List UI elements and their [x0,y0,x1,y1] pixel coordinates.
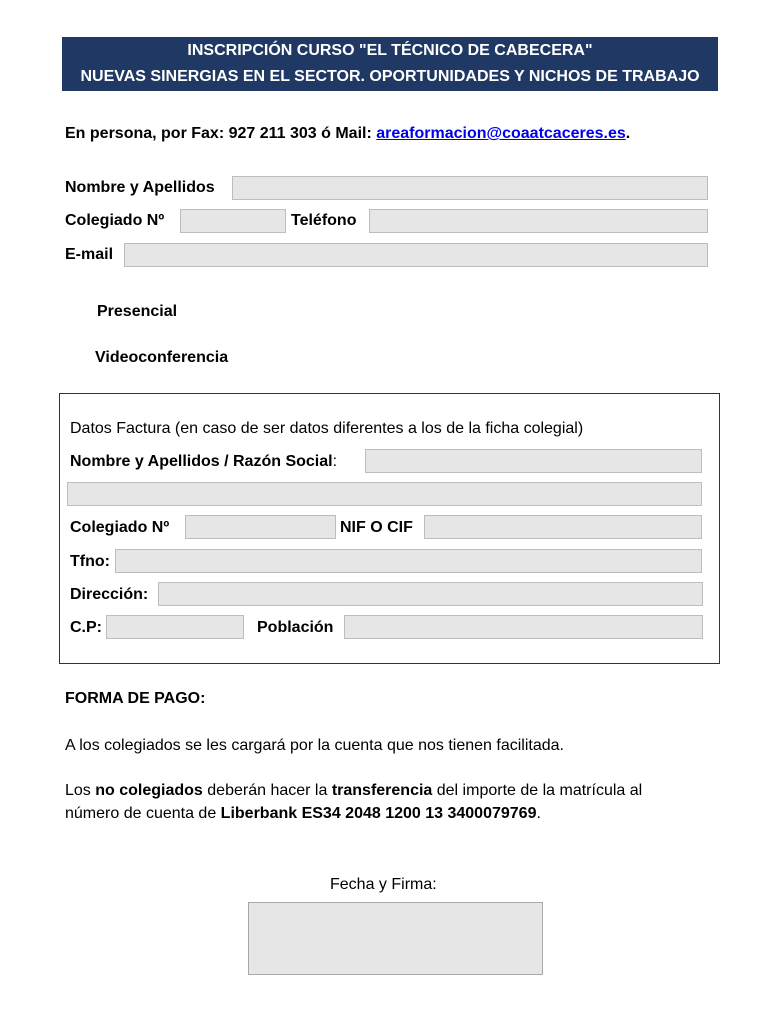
invoice-title: Datos Factura (en caso de ser datos diferentes a los de la ficha colegial) [70,420,584,437]
payment-no-colegiados-text [65,782,642,800]
payment-text-part: . [536,805,541,822]
invoice-name-colon: : [332,453,338,470]
email-field[interactable] [124,243,708,267]
contact-email-link[interactable]: areaformacion@coaatcaceres.es [376,125,626,142]
invoice-poblacion-field[interactable] [344,615,703,639]
payment-text-part: deberán hacer la [202,782,332,799]
invoice-poblacion-label: Población [257,619,334,636]
signature-field[interactable] [248,902,543,975]
invoice-name-label: Nombre y Apellidos / Razón Social [70,453,333,470]
invoice-nif-label: NIF O CIF [340,519,413,536]
payment-text-bold: transferencia [331,782,433,799]
payment-text-bold: no colegiados [95,782,203,799]
invoice-tfno-label: Tfno: [70,553,110,570]
invoice-nif-field[interactable] [424,515,702,539]
colegiado-label: Colegiado Nº [65,212,165,229]
invoice-colegiado-field[interactable] [185,515,336,539]
invoice-name-field-2[interactable] [67,482,702,506]
invoice-name-label-line [70,453,337,471]
invoice-colegiado-label: Colegiado Nº [70,519,170,536]
payment-title: FORMA DE PAGO: [65,690,206,707]
invoice-cp-field[interactable] [106,615,244,639]
option-presencial[interactable]: Presencial [97,303,178,320]
colegiado-field[interactable] [180,209,286,233]
invoice-direccion-label: Dirección: [70,586,149,603]
payment-colegiados-text: A los colegiados se les cargará por la cuenta que nos tienen facilitada. [65,737,564,754]
invoice-tfno-field[interactable] [115,549,702,573]
telefono-field[interactable] [369,209,708,233]
form-header [62,37,718,91]
payment-text-part: del importe de la matrícula al [432,782,643,799]
signature-label: Fecha y Firma: [330,876,437,893]
name-field[interactable] [232,176,708,200]
name-label: Nombre y Apellidos [65,179,215,196]
option-videoconferencia[interactable]: Videoconferencia [95,349,229,366]
header-title: INSCRIPCIÓN CURSO "EL TÉCNICO DE CABECERA" [187,42,593,59]
invoice-direccion-field[interactable] [158,582,703,606]
contact-prefix: En persona, por Fax: 927 211 303 ó Mail: [65,125,377,142]
payment-text-part: número de cuenta de [65,805,221,822]
email-label: E-mail [65,246,114,263]
contact-suffix: . [625,125,631,142]
invoice-name-field[interactable] [365,449,702,473]
header-subtitle: NUEVAS SINERGIAS EN EL SECTOR. OPORTUNIDADES Y NICHOS DE TRABAJO [80,68,700,85]
contact-line [65,125,630,143]
payment-text-part: Los [65,782,96,799]
payment-account-text [65,805,541,823]
bank-account-number: Liberbank ES34 2048 1200 13 3400079769 [220,805,537,822]
telefono-label: Teléfono [291,212,357,229]
invoice-cp-label: C.P: [70,619,102,636]
